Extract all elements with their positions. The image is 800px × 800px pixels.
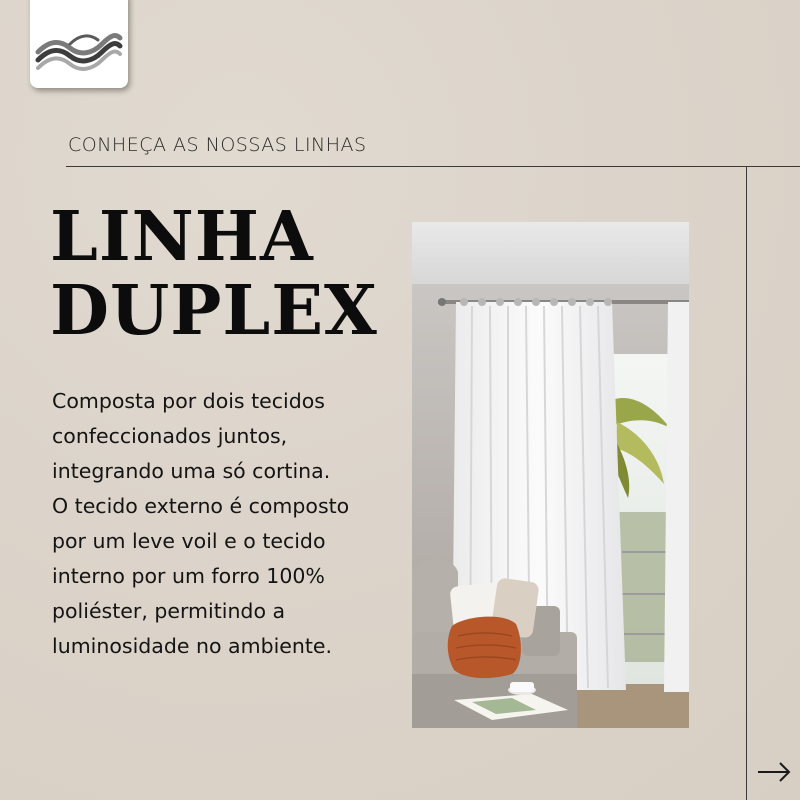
description-line: poliéster, permitindo a — [52, 599, 286, 623]
waves-logo-icon — [30, 0, 128, 88]
description-line: integrando uma só cortina. — [52, 459, 331, 483]
title-line-1: LINHA — [50, 197, 314, 277]
vertical-divider — [746, 166, 747, 800]
brand-logo[interactable] — [30, 0, 128, 88]
horizontal-divider — [66, 166, 800, 167]
description-line: confeccionados juntos, — [52, 424, 288, 448]
description-line: Composta por dois tecidos — [52, 389, 325, 413]
arrow-right-icon — [756, 754, 792, 790]
description-line: O tecido externo é composto — [52, 494, 350, 518]
description-line: interno por um forro 100% — [52, 564, 325, 588]
title-line-2: DUPLEX — [50, 271, 378, 351]
next-button[interactable] — [756, 754, 792, 790]
description-line: por um leve voil e o tecido — [52, 529, 326, 553]
section-subtitle: CONHEÇA AS NOSSAS LINHAS — [68, 134, 367, 156]
curtain-room-photo — [412, 222, 689, 728]
page-title — [50, 197, 378, 351]
description-line: luminosidade no ambiente. — [52, 634, 333, 658]
description — [52, 384, 397, 664]
